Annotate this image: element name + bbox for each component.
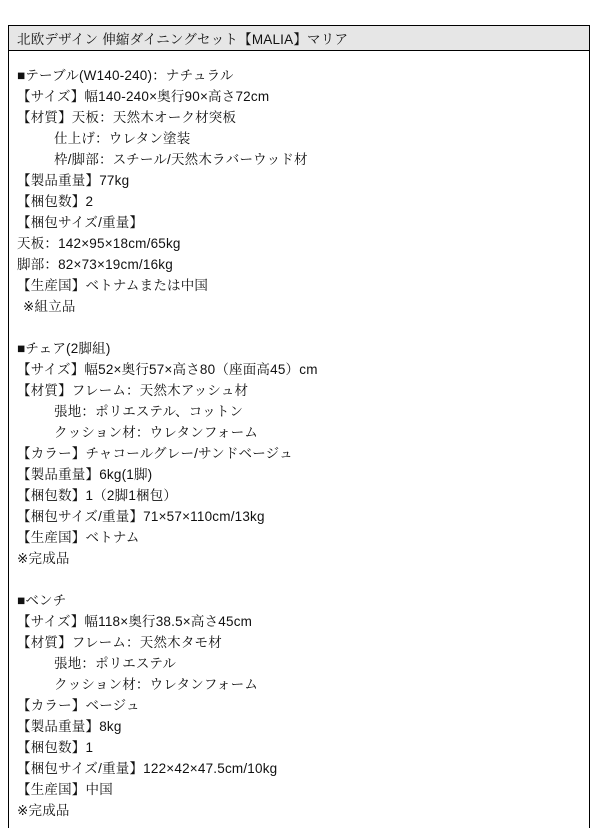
spec-section-bench xyxy=(17,590,581,821)
spec-body xyxy=(9,51,589,821)
spec-line: 【製品重量】8kg xyxy=(17,719,122,734)
spec-line: 【梱包サイズ/重量】 xyxy=(17,215,144,230)
product-title-bar xyxy=(9,26,589,51)
spec-line: 仕上げ：ウレタン塗装 xyxy=(54,131,191,146)
spec-line: 【製品重量】6kg(1脚) xyxy=(17,467,153,482)
spec-section-chair xyxy=(17,338,581,569)
spec-line: 枠/脚部：スチール/天然木ラバーウッド材 xyxy=(54,152,308,167)
spec-line: ※完成品 xyxy=(17,803,70,818)
spec-line: クッション材：ウレタンフォーム xyxy=(54,425,259,440)
spec-line: ■テーブル(W140-240)：ナチュラル xyxy=(17,68,234,83)
spec-line: 【梱包数】1 xyxy=(17,740,94,755)
spec-line: 天板：142×95×18cm/65kg xyxy=(17,236,181,251)
spec-line: 【梱包サイズ/重量】71×57×110cm/13kg xyxy=(17,509,265,524)
spec-line: 【生産国】ベトナムまたは中国 xyxy=(17,278,209,293)
spec-line: 【サイズ】幅118×奥行38.5×高さ45cm xyxy=(17,614,253,629)
spec-line: ※完成品 xyxy=(17,551,70,566)
spec-line: クッション材：ウレタンフォーム xyxy=(54,677,259,692)
spec-line: 【製品重量】77kg xyxy=(17,173,130,188)
spec-line: 脚部：82×73×19cm/16kg xyxy=(17,257,173,272)
spec-line: ■ベンチ xyxy=(17,593,67,608)
spec-line: 【生産国】ベトナム xyxy=(17,530,140,545)
spec-line: 【梱包数】2 xyxy=(17,194,94,209)
spec-line: 【カラー】ベージュ xyxy=(17,698,140,713)
spec-line: 【生産国】中国 xyxy=(17,782,113,797)
spec-line: 【材質】天板：天然木オーク材突板 xyxy=(17,110,237,125)
spec-section-table xyxy=(17,65,581,317)
spec-line: 張地：ポリエステル xyxy=(54,656,177,671)
spec-line: 張地：ポリエステル、コットン xyxy=(54,404,244,419)
spec-line: 【梱包サイズ/重量】122×42×47.5cm/10kg xyxy=(17,761,278,776)
product-title: 北欧デザイン 伸縮ダイニングセット【MALIA】マリア xyxy=(17,32,349,47)
spec-line: ■チェア(2脚組) xyxy=(17,341,111,356)
spec-line: 【梱包数】1（2脚1梱包） xyxy=(17,488,178,503)
product-spec-box xyxy=(8,25,590,828)
spec-line: 【サイズ】幅52×奥行57×高さ80（座面高45）cm xyxy=(17,362,318,377)
spec-line: 【サイズ】幅140-240×奥行90×高さ72cm xyxy=(17,89,270,104)
spec-line: 【材質】フレーム：天然木アッシュ材 xyxy=(17,383,249,398)
spec-line: 【カラー】チャコールグレー/サンドベージュ xyxy=(17,446,293,461)
spec-line: ※組立品 xyxy=(23,299,76,314)
spec-line: 【材質】フレーム：天然木タモ材 xyxy=(17,635,222,650)
